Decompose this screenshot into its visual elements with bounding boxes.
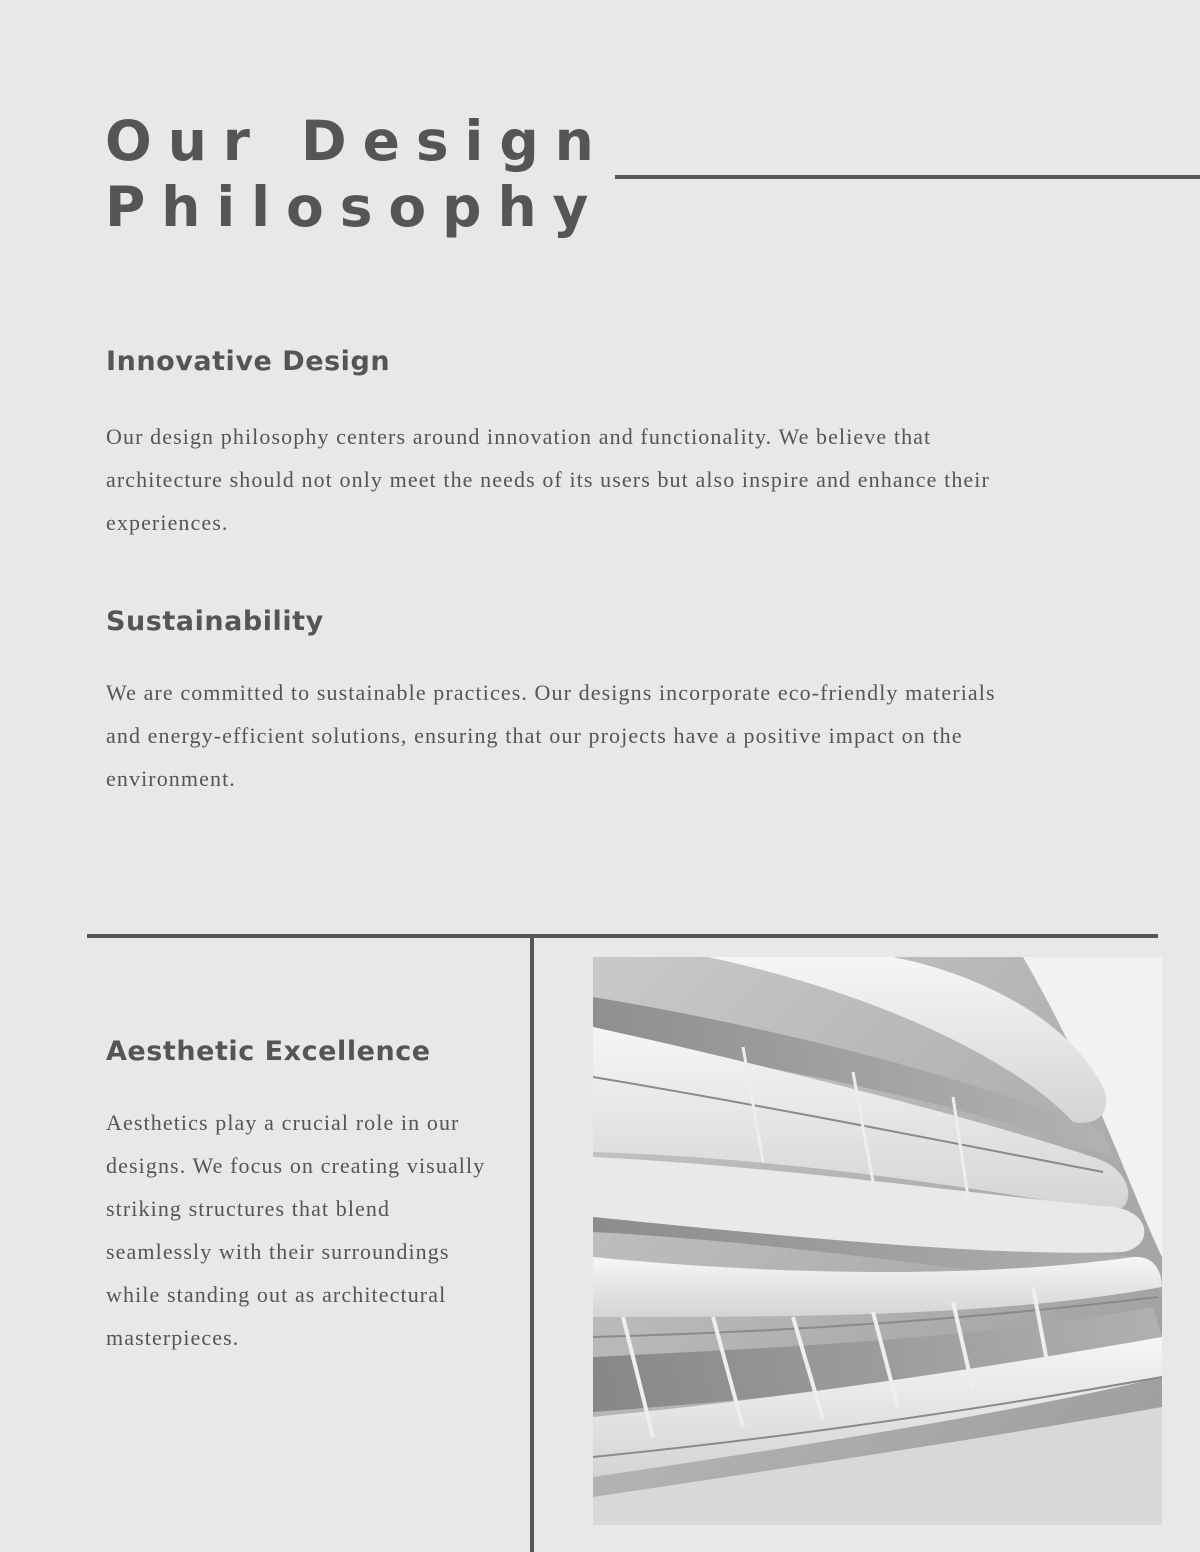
architecture-photo: [593, 957, 1162, 1525]
horizontal-divider: [87, 934, 1158, 938]
page-title-line-2: Philosophy: [105, 175, 605, 239]
section-body-aesthetic-excellence: Aesthetics play a crucial role in our designs. We focus on creating visually striking structures that blend seamlessly with their surroundings while standing out as architectural masterpieces.: [106, 1110, 486, 1350]
section-body-innovative-design: Our design philosophy centers around innovation and functionality. We believe that architecture should not only meet the needs of its users but also inspire and enhance their experiences.: [106, 424, 990, 535]
page-title-line-1: Our Design: [105, 109, 610, 173]
section-body-sustainability: We are committed to sustainable practices. Our designs incorporate eco-friendly materials and energy-efficient solutions, ensuring that our projects have a positive impact on the environment.: [106, 680, 996, 791]
section-heading-innovative-design: Innovative Design: [106, 346, 391, 377]
title-divider: [615, 175, 1200, 179]
section-heading-aesthetic-excellence: Aesthetic Excellence: [106, 1036, 431, 1067]
page-title: [105, 108, 610, 240]
vertical-divider: [530, 934, 534, 1552]
section-heading-sustainability: Sustainability: [106, 606, 324, 637]
